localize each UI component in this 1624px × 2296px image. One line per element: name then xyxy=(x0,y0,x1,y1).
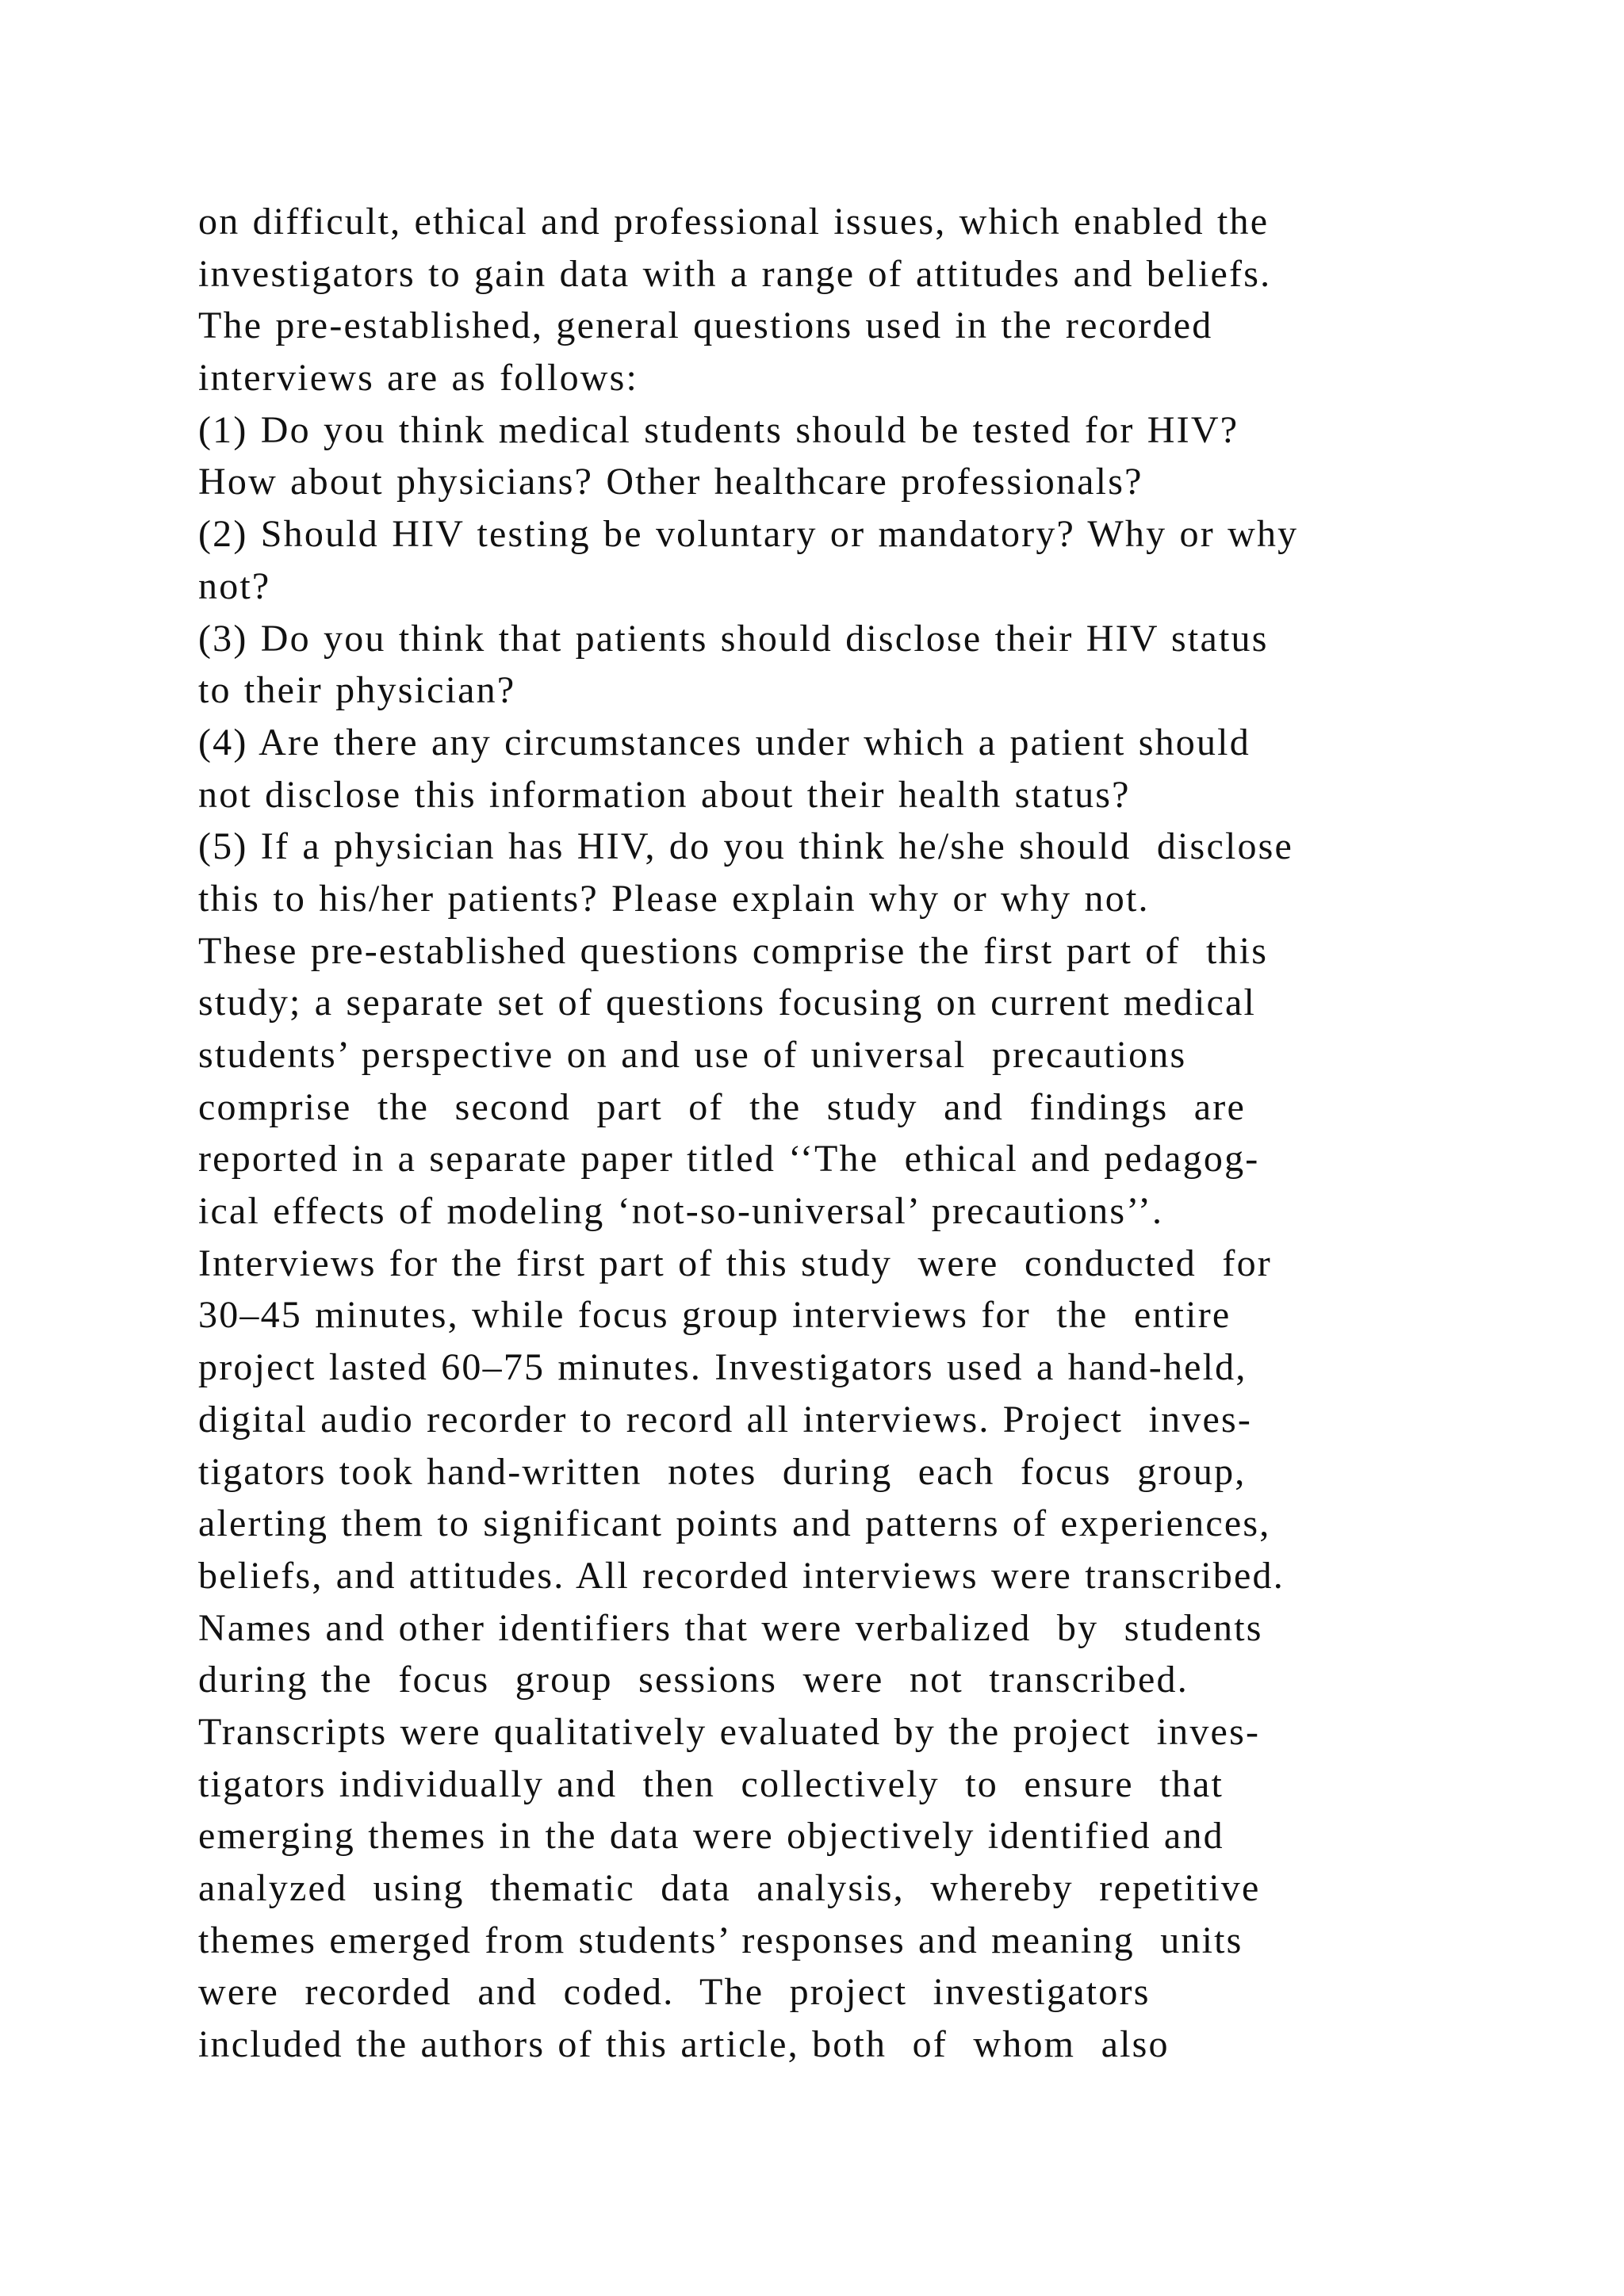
text-line: investigators to gain data with a range of attitudes and beliefs. xyxy=(198,252,1272,295)
question-2-line: not? xyxy=(198,564,271,607)
text-line: students’ perspective on and use of universal precautions xyxy=(198,1034,1187,1076)
text-line: digital audio recorder to record all interviews. Project inves- xyxy=(198,1398,1253,1441)
text-line: analyzed using thematic data analysis, whereby repetitive xyxy=(198,1867,1261,1909)
text-line: interviews are as follows: xyxy=(198,357,639,400)
text-line: alerting them to significant points and patterns of experiences, xyxy=(198,1502,1271,1545)
text-line: study; a separate set of questions focusing on current medical xyxy=(198,982,1257,1024)
text-line: themes emerged from students’ responses and meaning units xyxy=(198,1919,1243,1961)
body-text xyxy=(198,196,1499,2071)
text-line: were recorded and coded. The project investigators xyxy=(198,1971,1151,2014)
question-2-line: (2) Should HIV testing be voluntary or mandatory? Why or why xyxy=(198,513,1299,556)
question-3-line: to their physician? xyxy=(198,669,516,712)
text-line: included the authors of this article, both of whom also xyxy=(198,2023,1170,2066)
text-line: during the focus group sessions were not transcribed. xyxy=(198,1659,1189,1701)
text-line: emerging themes in the data were objectively identified and xyxy=(198,1815,1224,1858)
question-5-line: this to his/her patients? Please explain why or why not. xyxy=(198,877,1150,920)
text-line: Interviews for the first part of this study were conducted for xyxy=(198,1242,1272,1284)
text-line: comprise the second part of the study and findings are xyxy=(198,1085,1246,1128)
question-4-line: not disclose this information about their health status? xyxy=(198,773,1131,816)
text-line: ical effects of modeling ‘not-so-universal’ precautions’’. xyxy=(198,1190,1164,1233)
text-line: tigators individually and then collectively to ensure that xyxy=(198,1762,1224,1805)
text-line: beliefs, and attitudes. All recorded interviews were transcribed. xyxy=(198,1554,1285,1597)
text-line: The pre-established, general questions used in the recorded xyxy=(198,304,1213,347)
question-1-line: How about physicians? Other healthcare professionals? xyxy=(198,461,1143,503)
question-5-line: (5) If a physician has HIV, do you think he/she should disclose xyxy=(198,825,1294,868)
text-line: on difficult, ethical and professional issues, which enabled the xyxy=(198,201,1270,243)
question-4-line: (4) Are there any circumstances under which a patient should xyxy=(198,721,1251,763)
text-line: Names and other identifiers that were verbalized by students xyxy=(198,1606,1263,1649)
text-line: These pre-established questions comprise the first part of this xyxy=(198,929,1269,972)
text-line: Transcripts were qualitatively evaluated by the project inves- xyxy=(198,1710,1261,1753)
text-line: project lasted 60–75 minutes. Investigators used a hand-held, xyxy=(198,1346,1247,1389)
text-line: reported in a separate paper titled ‘‘The ethical and pedagog- xyxy=(198,1138,1260,1181)
text-line: tigators took hand-written notes during each focus group, xyxy=(198,1450,1247,1493)
question-1-line: (1) Do you think medical students should be tested for HIV? xyxy=(198,408,1239,451)
text-line: 30–45 minutes, while focus group interviews for the entire xyxy=(198,1294,1231,1337)
question-3-line: (3) Do you think that patients should disclose their HIV status xyxy=(198,617,1269,660)
